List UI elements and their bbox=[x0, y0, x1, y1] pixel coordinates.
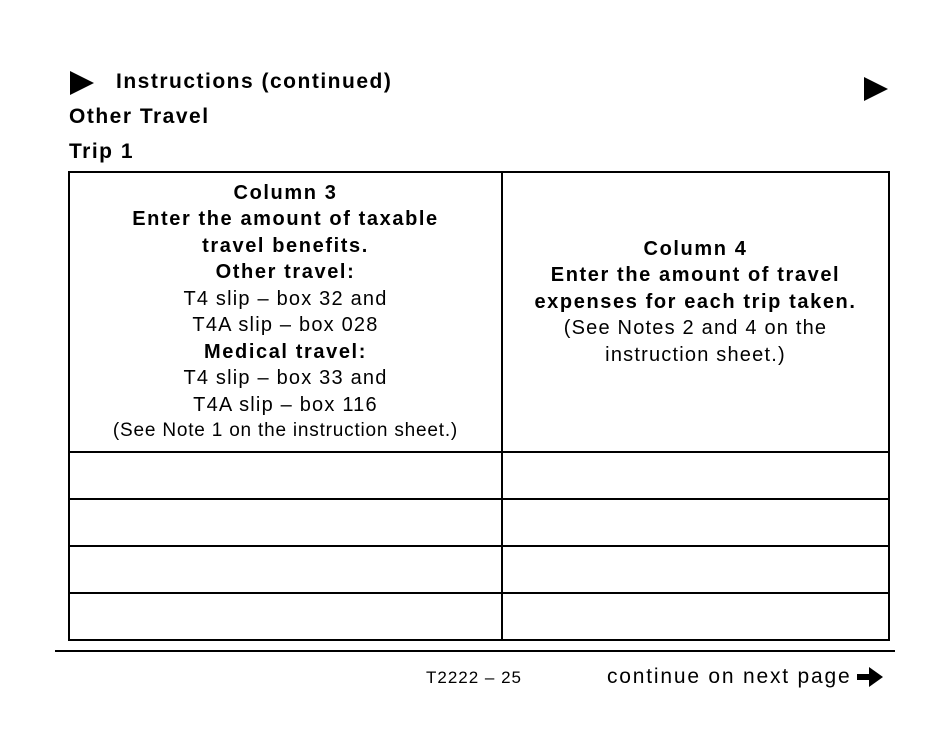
other-travel-label: Other travel: bbox=[215, 261, 356, 283]
other-travel-t4a: T4A slip – box 028 bbox=[192, 314, 379, 336]
medical-travel-label: Medical travel: bbox=[204, 340, 367, 363]
column-3-entry-field[interactable] bbox=[69, 546, 502, 593]
other-travel-t4: T4 slip – box 32 and bbox=[183, 287, 388, 310]
trip-title: Trip 1 bbox=[69, 140, 135, 163]
instructions-title: Instructions (continued) bbox=[116, 70, 393, 93]
column-3-entry-field[interactable] bbox=[69, 499, 502, 546]
column-3-title: Column 3 bbox=[233, 181, 338, 204]
table-header-row bbox=[69, 172, 889, 452]
next-page-arrow-icon[interactable] bbox=[864, 77, 888, 101]
table-row bbox=[69, 499, 889, 546]
medical-travel-t4a: T4A slip – box 116 bbox=[193, 393, 378, 416]
column-4-entry-field[interactable] bbox=[502, 452, 889, 499]
table-row bbox=[69, 546, 889, 593]
column-4-instruction: Enter the amount of travel bbox=[550, 264, 841, 287]
column-4-note: (See Notes 2 and 4 on the bbox=[563, 317, 828, 340]
column-4-entry-field[interactable] bbox=[502, 593, 889, 640]
column-3-entry-field[interactable] bbox=[69, 593, 502, 640]
column-3-instruction: Enter the amount of taxable bbox=[132, 208, 439, 230]
right-arrow-icon bbox=[855, 665, 885, 689]
medical-travel-t4: T4 slip – box 33 and bbox=[183, 367, 388, 389]
column-3-instruction-cont: travel benefits. bbox=[202, 234, 369, 257]
continue-link[interactable] bbox=[607, 665, 885, 689]
column-4-entry-field[interactable] bbox=[502, 546, 889, 593]
footer-divider bbox=[55, 650, 895, 652]
column-4-instruction-cont: expenses for each trip taken. bbox=[534, 290, 857, 313]
continue-text: continue on next page bbox=[607, 665, 852, 688]
table-row bbox=[69, 593, 889, 640]
column-4-header bbox=[502, 172, 889, 452]
section-title: Other Travel bbox=[69, 105, 210, 128]
column-4-note-cont: instruction sheet.) bbox=[605, 343, 786, 366]
page-number: T2222 – 25 bbox=[426, 668, 523, 687]
trip-table bbox=[68, 171, 890, 641]
table-row bbox=[69, 452, 889, 499]
column-3-header bbox=[69, 172, 502, 452]
column-3-note: (See Note 1 on the instruction sheet.) bbox=[112, 420, 459, 441]
pointer-arrow-icon bbox=[70, 71, 94, 95]
column-4-entry-field[interactable] bbox=[502, 499, 889, 546]
column-3-entry-field[interactable] bbox=[69, 452, 502, 499]
column-4-title: Column 4 bbox=[643, 237, 748, 260]
